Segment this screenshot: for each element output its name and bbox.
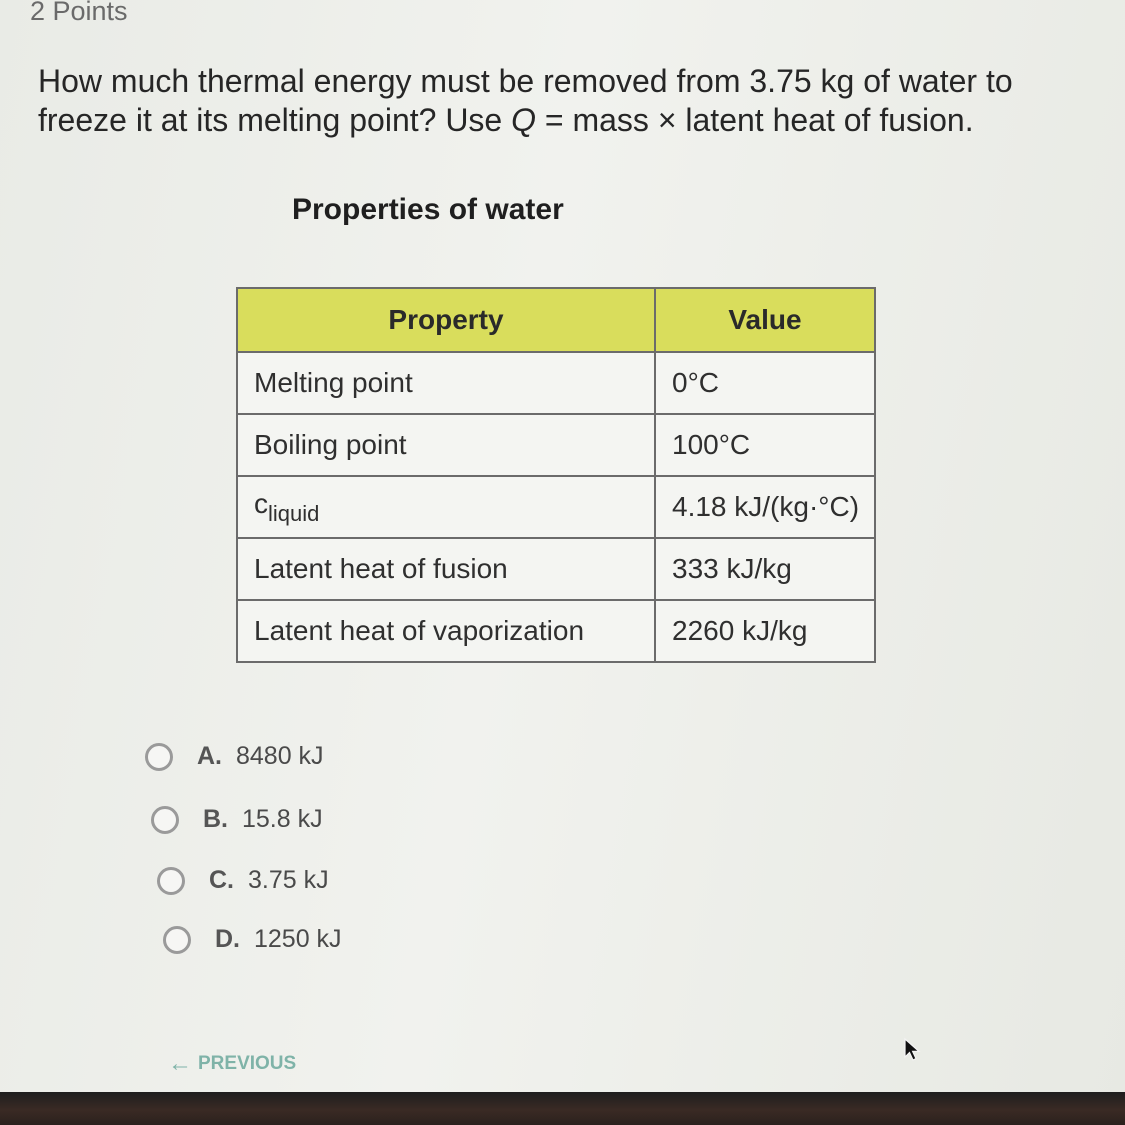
previous-label: PREVIOUS (198, 1053, 297, 1074)
option-text: 3.75 kJ (248, 866, 329, 894)
option-letter: D. (215, 925, 240, 953)
question-text-before: How much thermal energy must be removed from 3.75 kg of water to freeze it at its melting point? Use (38, 63, 1013, 138)
header-value: Value (655, 288, 875, 352)
property-cell: Melting point (237, 352, 655, 414)
property-cell: Boiling point (237, 414, 655, 476)
option-text: 1250 kJ (254, 925, 342, 953)
property-cell (237, 476, 655, 538)
screen-bezel (0, 1092, 1125, 1125)
table-row (237, 538, 875, 600)
question-variable: Q (511, 102, 536, 138)
property-cell: Latent heat of vaporization (237, 600, 655, 662)
property-subscript: liquid (268, 500, 320, 526)
arrow-left-icon: ← (168, 1050, 192, 1077)
question-text-after: = mass × latent heat of fusion. (536, 102, 974, 138)
mouse-cursor-icon (903, 1037, 923, 1063)
properties-table (236, 287, 876, 663)
table-row (237, 476, 875, 538)
radio-button-icon[interactable] (157, 867, 185, 895)
table-row (237, 600, 875, 662)
value-cell: 0°C (655, 352, 875, 414)
option-d[interactable] (163, 925, 342, 954)
option-letter: B. (203, 805, 228, 833)
table-title: Properties of water (292, 193, 564, 226)
table-row (237, 352, 875, 414)
table-row (237, 414, 875, 476)
option-letter: A. (197, 742, 222, 770)
option-a[interactable] (145, 742, 324, 771)
radio-button-icon[interactable] (163, 926, 191, 954)
property-symbol: c (254, 487, 268, 519)
previous-button[interactable] (168, 1050, 296, 1078)
option-letter: C. (209, 866, 234, 894)
radio-button-icon[interactable] (145, 743, 173, 771)
value-cell: 100°C (655, 414, 875, 476)
question-text (38, 62, 1088, 140)
value-cell: 2260 kJ/kg (655, 600, 875, 662)
option-text: 15.8 kJ (242, 805, 323, 833)
table-header-row (237, 288, 875, 352)
value-cell: 4.18 kJ/(kg·°C) (655, 476, 875, 538)
property-cell: Latent heat of fusion (237, 538, 655, 600)
header-property: Property (237, 288, 655, 352)
radio-button-icon[interactable] (151, 806, 179, 834)
option-c[interactable] (157, 866, 329, 895)
points-label: 2 Points (30, 0, 128, 26)
value-cell: 333 kJ/kg (655, 538, 875, 600)
option-text: 8480 kJ (236, 742, 324, 770)
option-b[interactable] (151, 805, 323, 834)
